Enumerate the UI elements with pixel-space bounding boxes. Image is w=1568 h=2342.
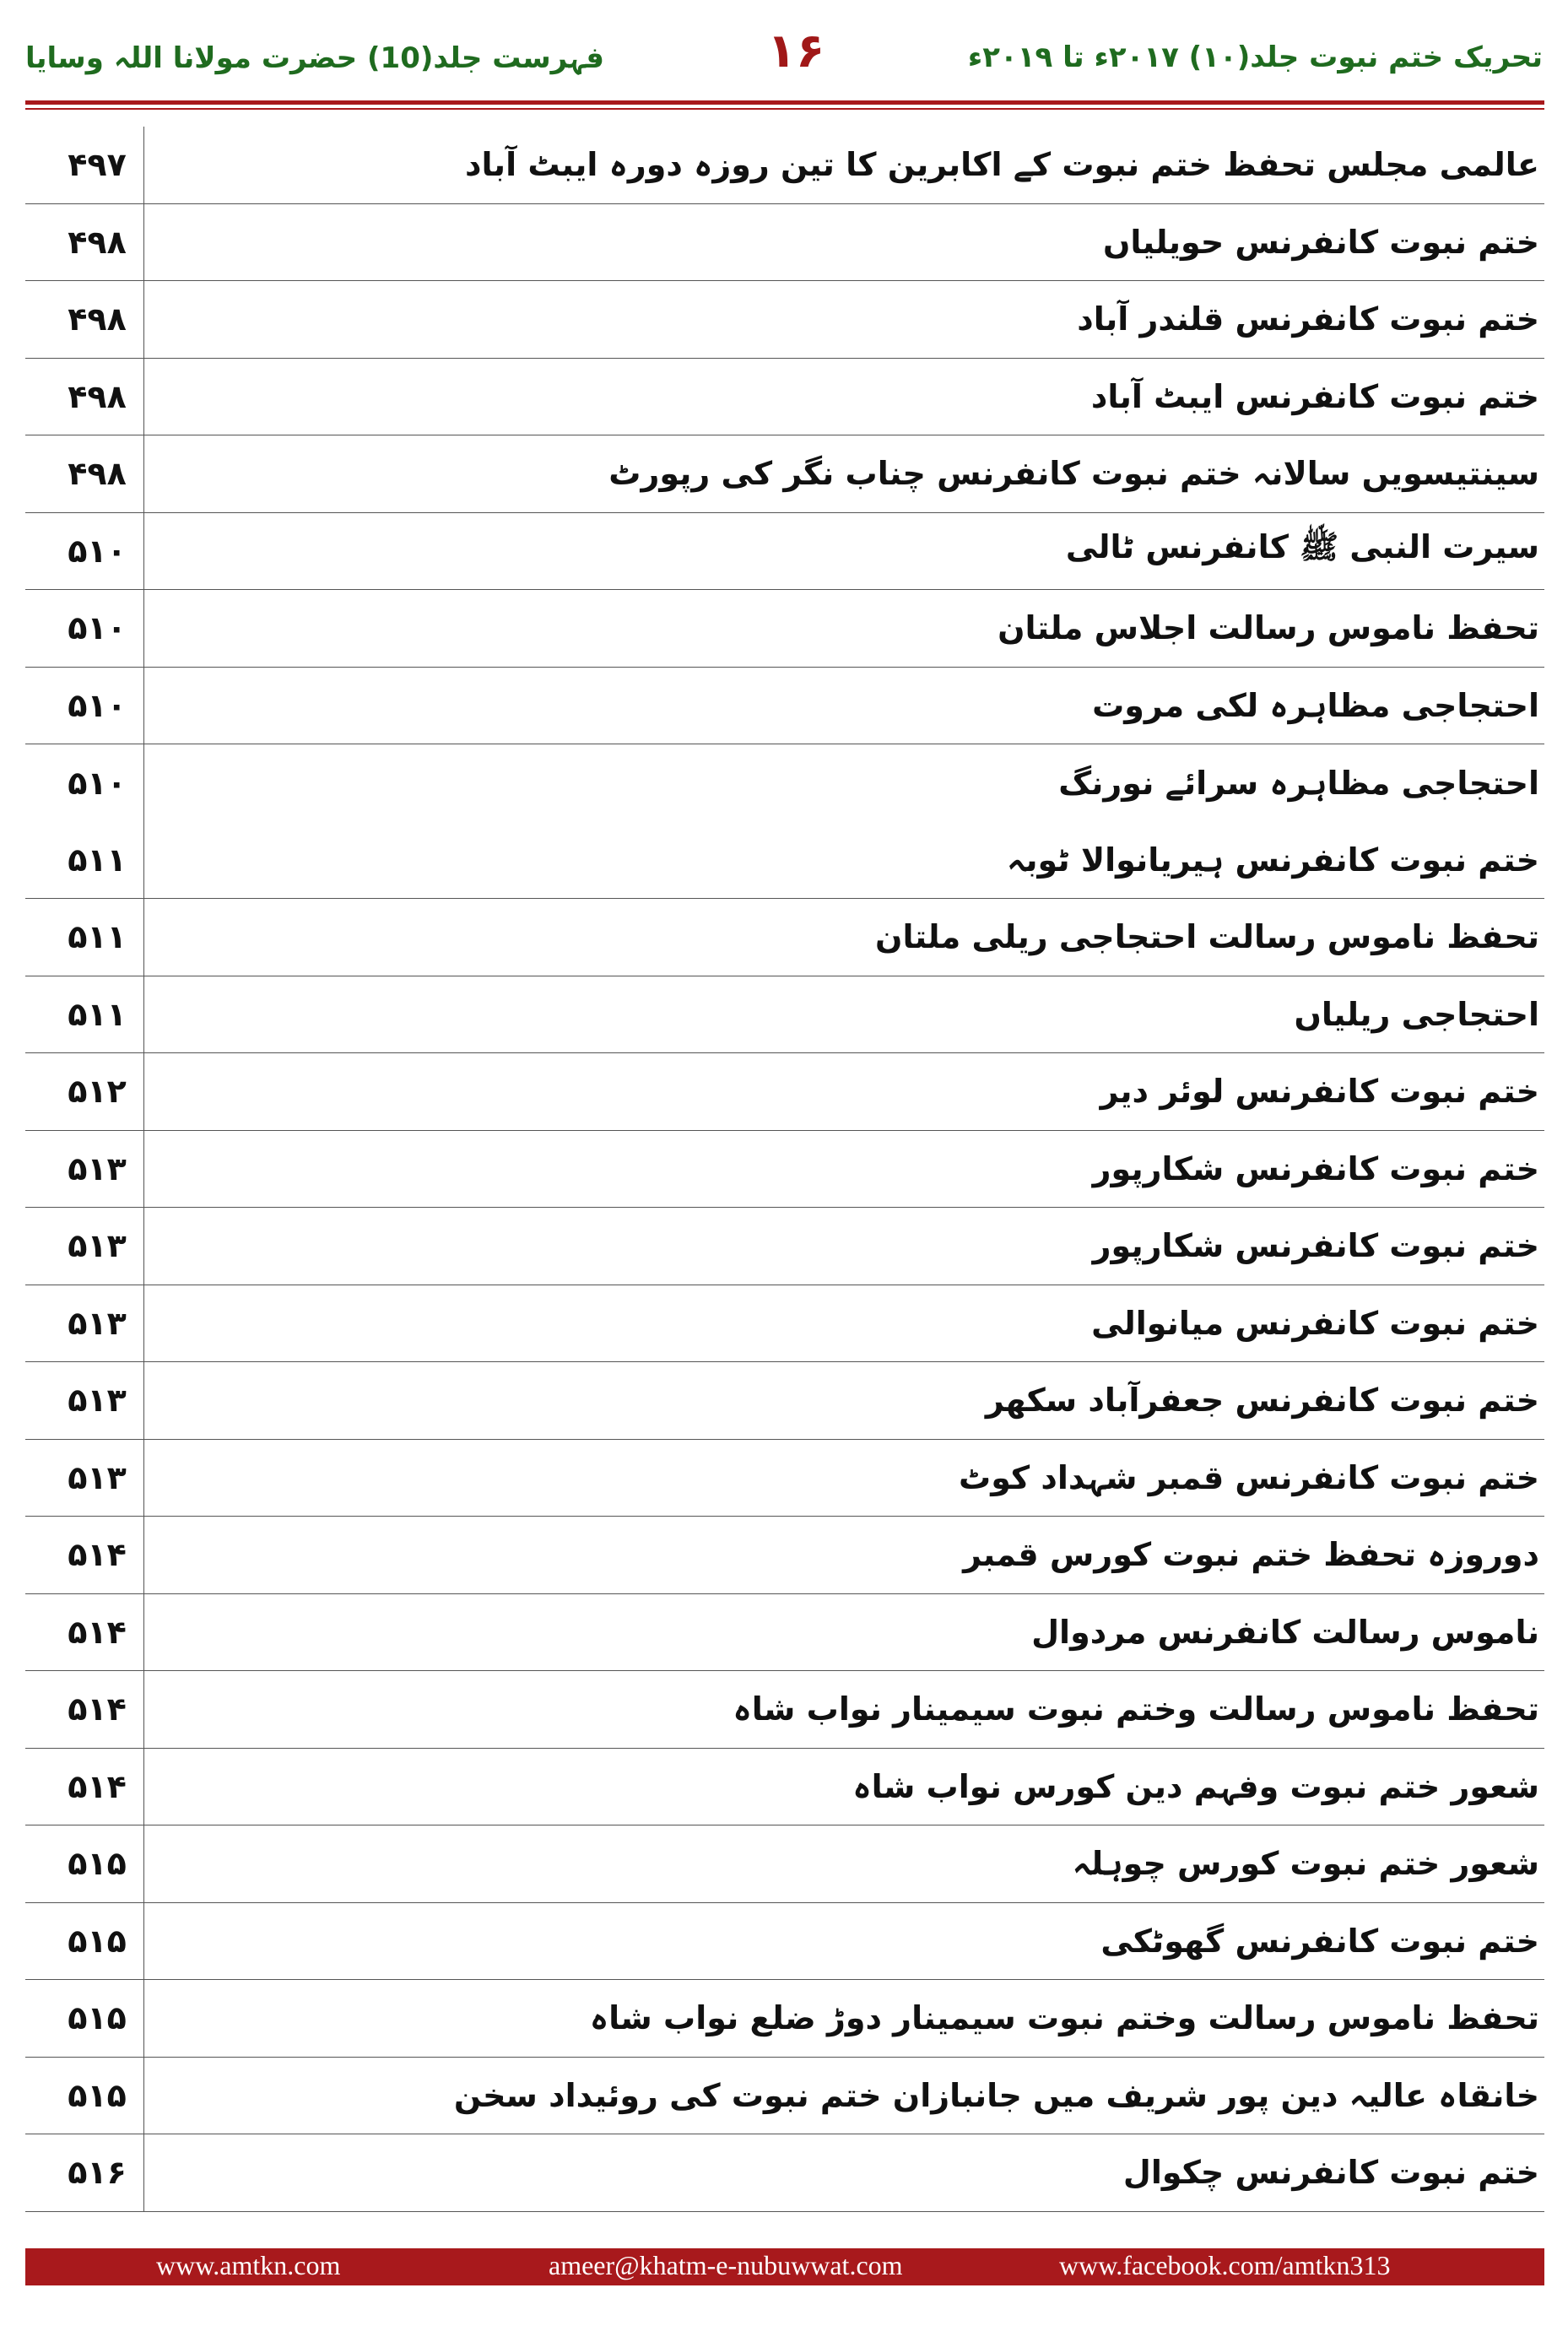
footer-website-link[interactable]: www.amtkn.com [156, 2250, 341, 2280]
toc-page-number: ۴۹۷ [68, 146, 127, 184]
toc-page-number: ۵۱۱ [68, 918, 127, 956]
toc-page-number: ۵۱۳ [68, 1149, 127, 1187]
toc-page-number: ۵۱۴ [68, 1613, 127, 1651]
toc-row[interactable] [25, 1825, 1544, 1903]
toc-entry-title: دوروزہ تحفظ ختم نبوت کورس قمبر [963, 1536, 1539, 1574]
toc-row[interactable] [25, 668, 1544, 745]
header-rule-thick [25, 100, 1544, 105]
toc-page-number: ۵۱۵ [68, 1845, 127, 1883]
toc-page-number: ۵۱۰ [68, 532, 127, 570]
toc-entry-title: ختم نبوت کانفرنس ایبٹ آباد [1090, 377, 1539, 415]
toc-row[interactable] [25, 1980, 1544, 2058]
footer-email-link[interactable]: ameer@khatm-e-nubuwwat.com [549, 2250, 903, 2280]
toc-row[interactable] [25, 1903, 1544, 1981]
toc-row[interactable] [25, 1440, 1544, 1517]
page-header [0, 24, 1568, 100]
toc-page-number: ۵۱۳ [68, 1458, 127, 1496]
toc-entry-title: ختم نبوت کانفرنس چکوال [1122, 2154, 1539, 2192]
toc-row[interactable] [25, 744, 1544, 822]
toc-page-number: ۵۱۰ [68, 764, 127, 802]
toc-row[interactable] [25, 513, 1544, 591]
toc-entry-title: ختم نبوت کانفرنس حویلیاں [1103, 223, 1539, 261]
toc-page-number: ۴۹۸ [68, 223, 127, 261]
toc-row[interactable] [25, 1362, 1544, 1440]
toc-row[interactable] [25, 2058, 1544, 2135]
toc-entry-title: ختم نبوت کانفرنس قمبر شہداد کوٹ [959, 1458, 1539, 1496]
toc-row[interactable] [25, 822, 1544, 900]
toc-row[interactable] [25, 1285, 1544, 1363]
page-footer [25, 2248, 1544, 2285]
toc-entry-title: ختم نبوت کانفرنس شکارپور [1092, 1149, 1539, 1187]
header-book-title: تحریک ختم نبوت جلد(۱۰) ۲۰۱۷ء تا ۲۰۱۹ء [967, 41, 1543, 74]
toc-entry-title: ختم نبوت کانفرنس جعفرآباد سکھر [985, 1382, 1539, 1420]
toc-entry-title: تحفظ ناموس رسالت وختم نبوت سیمینار دوڑ ضلع نواب شاہ [589, 1999, 1539, 2037]
toc-row[interactable] [25, 127, 1544, 204]
table-of-contents [25, 127, 1544, 2212]
toc-page-number: ۵۱۱ [68, 995, 127, 1033]
toc-entry-title: عالمی مجلس تحفظ ختم نبوت کے اکابرین کا تین روزہ دورہ ایبٹ آباد [465, 146, 1539, 184]
toc-page-number: ۴۹۸ [68, 455, 127, 493]
toc-row[interactable] [25, 590, 1544, 668]
toc-entry-title: سینتیسویں سالانہ ختم نبوت کانفرنس چناب نگر کی رپورٹ [608, 455, 1539, 493]
toc-entry-title: تحفظ ناموس رسالت اجلاس ملتان [998, 609, 1539, 647]
toc-row[interactable] [25, 204, 1544, 282]
toc-row[interactable] [25, 1208, 1544, 1285]
toc-page-number: ۴۹۸ [68, 377, 127, 415]
footer-facebook-link[interactable]: www.facebook.com/amtkn313 [1059, 2250, 1391, 2280]
toc-entry-title: ختم نبوت کانفرنس گھوٹکی [1100, 1922, 1539, 1960]
header-rule-thin [25, 108, 1544, 110]
toc-page-number: ۵۱۴ [68, 1690, 127, 1728]
toc-entry-title: تحفظ ناموس رسالت وختم نبوت سیمینار نواب شاہ [733, 1690, 1539, 1728]
toc-page-number: ۵۱۰ [68, 686, 127, 724]
toc-entry-title: سیرت النبی ﷺ کانفرنس ٹالی [1065, 528, 1539, 566]
toc-page-number: ۵۱۵ [68, 1999, 127, 2037]
toc-entry-title: خانقاہ عالیہ دین پور شریف میں جانبازان ختم نبوت کی روئیداد سخن [453, 2076, 1539, 2114]
toc-page-number: ۵۱۳ [68, 1382, 127, 1420]
toc-page-number: ۵۱۴ [68, 1767, 127, 1805]
toc-row[interactable] [25, 1749, 1544, 1826]
toc-entry-title: ختم نبوت کانفرنس میانوالی [1091, 1304, 1539, 1342]
toc-entry-title: ختم نبوت کانفرنس ہیریانوالا ٹوبہ [1006, 841, 1539, 879]
toc-entry-title: احتجاجی ریلیاں [1294, 995, 1539, 1033]
toc-row[interactable] [25, 1053, 1544, 1131]
toc-row[interactable] [25, 1594, 1544, 1672]
toc-page-number: ۵۱۶ [68, 2154, 127, 2192]
toc-row[interactable] [25, 1671, 1544, 1749]
page-number: ۱۶ [767, 24, 825, 78]
toc-entry-title: احتجاجی مظاہرہ سرائے نورنگ [1058, 764, 1539, 802]
toc-row[interactable] [25, 2134, 1544, 2212]
toc-page-number: ۵۱۰ [68, 609, 127, 647]
toc-page-number: ۴۹۸ [68, 300, 127, 338]
toc-entry-title: شعور ختم نبوت کورس چوہلہ [1072, 1845, 1539, 1883]
toc-entry-title: تحفظ ناموس رسالت احتجاجی ریلی ملتان [875, 918, 1539, 956]
toc-entry-title: احتجاجی مظاہرہ لکی مروت [1092, 686, 1539, 724]
toc-page-number: ۵۱۵ [68, 2076, 127, 2114]
toc-row[interactable] [25, 281, 1544, 359]
toc-page-number: ۵۱۳ [68, 1304, 127, 1342]
toc-row[interactable] [25, 359, 1544, 436]
toc-entry-title: شعور ختم نبوت وفہم دین کورس نواب شاہ [852, 1767, 1539, 1805]
toc-entry-title: ختم نبوت کانفرنس لوئر دیر [1100, 1073, 1539, 1111]
header-volume-author: فہرست جلد(10) حضرت مولانا اللہ وسایا [25, 41, 605, 75]
toc-entry-title: ناموس رسالت کانفرنس مردوال [1031, 1613, 1539, 1651]
toc-page-number: ۵۱۵ [68, 1922, 127, 1960]
toc-entry-title: ختم نبوت کانفرنس شکارپور [1092, 1227, 1539, 1265]
toc-page-number: ۵۱۳ [68, 1227, 127, 1265]
toc-row[interactable] [25, 976, 1544, 1054]
toc-row[interactable] [25, 899, 1544, 976]
toc-page-number: ۵۱۲ [68, 1073, 127, 1111]
toc-entry-title: ختم نبوت کانفرنس قلندر آباد [1077, 300, 1539, 338]
toc-page-number: ۵۱۱ [68, 841, 127, 879]
toc-row[interactable] [25, 435, 1544, 513]
toc-row[interactable] [25, 1131, 1544, 1209]
toc-page-number: ۵۱۴ [68, 1536, 127, 1574]
toc-row[interactable] [25, 1517, 1544, 1594]
